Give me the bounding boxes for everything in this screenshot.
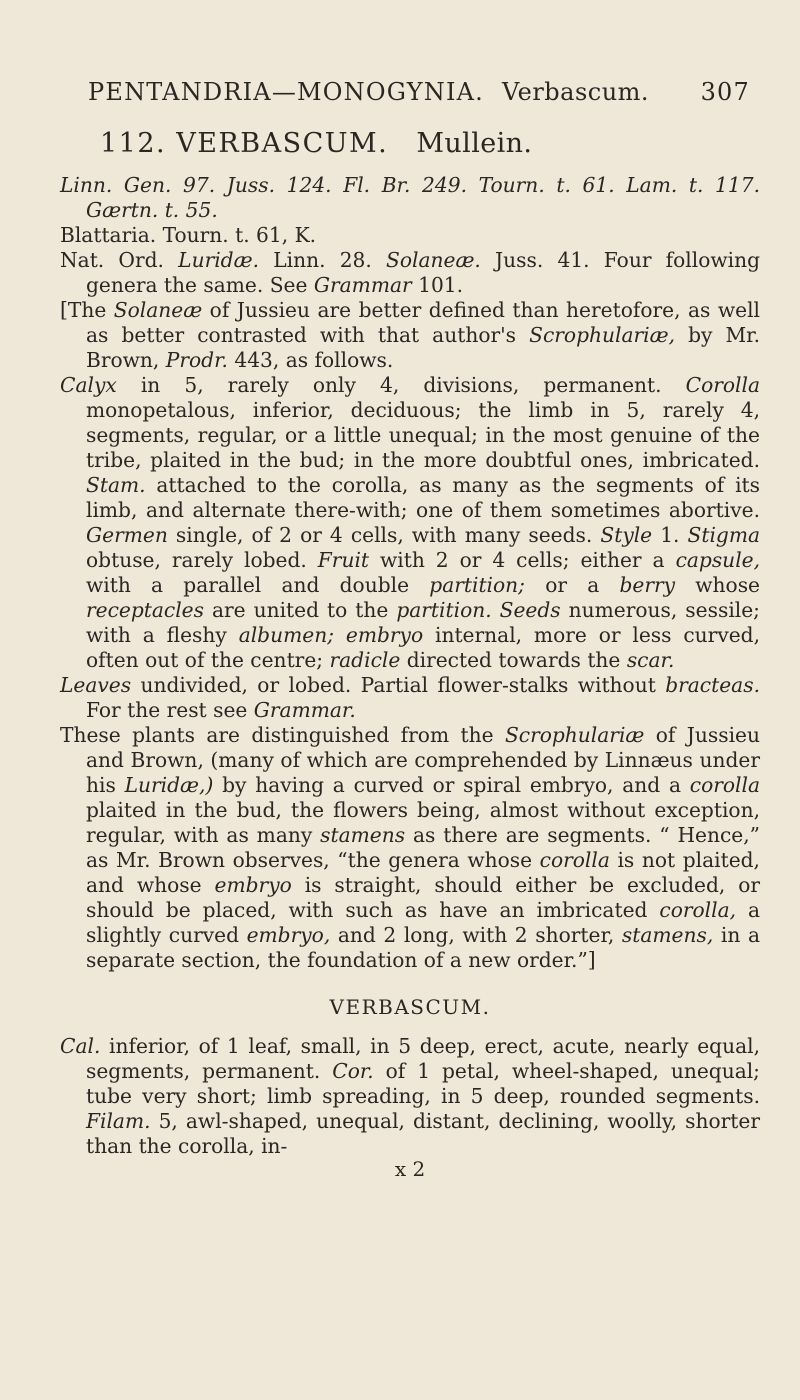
running-head-section: PENTANDRIA—MONOGYNIA. [88,78,484,106]
text-run: are united to the [211,598,389,622]
text-run: a slightly curved [86,898,761,947]
text-run: Fruit [317,548,370,572]
text-run: directed towards the [406,648,621,672]
text-run: 1. [660,523,680,547]
text-run: corolla, [659,898,737,922]
text-run: stamens, [621,923,714,947]
body-text [60,173,760,1182]
text-run: inferior, of 1 leaf, small, in 5 deep, erect, acute, nearly equal, segments, permanent. [86,1034,761,1083]
text-run: Nat. Ord. [60,248,164,272]
text-run: with a parallel and double [86,573,410,597]
text-run: Scrophulariæ, [529,323,675,347]
text-run: Stam. [86,473,146,497]
text-run: 101. [418,273,464,297]
text-run: corolla [689,773,761,797]
text-run: numerous, sessile; with a fleshy [86,598,760,647]
text-run: Corolla [685,373,760,397]
text-run: is straight, should either be excluded, or should be placed, with such as have an imbricated [86,873,761,922]
text-run: These plants are distinguished from the [60,723,494,747]
genus-number: 112. [100,128,167,159]
text-run: obtuse, rarely lobed. [86,548,307,572]
text-run: Scrophulariæ [504,723,645,747]
text-run: of 1 petal, wheel-shaped, unequal; tube very short; limb spreading, in 5 deep, rounded segments. [86,1059,760,1108]
solaneae-paragraph [60,298,760,373]
text-run: embryo [214,873,292,897]
text-run: Calyx [60,373,117,397]
signature-mark: x 2 [394,1157,426,1181]
text-run: Cal. [60,1034,101,1058]
characters-paragraph [60,1034,760,1159]
text-run: with 2 or 4 cells; either a [379,548,665,572]
text-run: whose [695,573,761,597]
text-run: in a separate section, the foundation of a new order.”] [86,923,760,972]
genus-heading [100,128,760,159]
text-run: embryo [345,623,424,647]
synonym-text: Blattaria. Tourn. t. 61, K. [60,223,317,247]
text-run: internal, more or less curved, often out of the centre; [86,623,761,672]
text-run: Luridæ,) [124,773,214,797]
text-run: Linn. 28. [273,248,372,272]
text-run: partition. [396,598,492,622]
text-run: single, of 2 or 4 cells, with many seeds. [175,523,593,547]
text-run: [The [60,298,107,322]
text-run: Solaneæ. [386,248,481,272]
text-run: Style [600,523,653,547]
text-run: Grammar [313,273,412,297]
text-run: corolla [539,848,610,872]
text-run: 443, as follows. [234,348,394,372]
text-run: Grammar. [253,698,356,722]
text-run: by having a curved or spiral embryo, and a [222,773,682,797]
running-head-genus: Verbascum. [501,78,650,106]
text-run: and 2 long, with 2 shorter, [337,923,615,947]
text-run: in 5, rarely only 4, divisions, permanent. [140,373,662,397]
distinction-paragraph [60,723,760,973]
text-run: attached to the corolla, as many as the segments of its limb, and alternate there-with; one of them sometimes abortive. [86,473,760,522]
text-run: stamens [320,823,406,847]
genus-name: VERBASCUM. [176,128,389,159]
text-run: Juss. 41. Four following genera the same. See [86,248,761,297]
synonym-paragraph [60,223,760,248]
text-run: undivided, or lobed. Partial flower-stalks without [140,673,656,697]
text-run: embryo, [246,923,331,947]
text-run: of Jussieu are better defined than heretofore, as well as better contrasted with that author's [86,298,760,347]
text-run: Filam. [86,1109,151,1133]
text-run: 5, awl-shaped, unequal, distant, declining, woolly, shorter than the corolla, in- [86,1109,760,1158]
text-run: Germen [86,523,168,547]
text-run: radicle [329,648,401,672]
text-run: Solaneæ [113,298,203,322]
references-paragraph: Linn. Gen. 97. Juss. 124. Fl. Br. 249. Tourn. t. 61. Lam. t. 117. Gærtn. t. 55. [60,173,760,222]
text-run: albumen; [238,623,334,647]
section-subheading: VERBASCUM. [329,995,491,1019]
text-run: capsule, [675,548,761,572]
page-number: 307 [700,78,750,106]
text-run: Prodr. [165,348,228,372]
text-run: as there are segments. “ Hence,” as Mr. Brown observes, “the genera whose [86,823,760,872]
common-name: Mullein. [416,128,533,159]
text-run: receptacles [86,598,204,622]
text-run: or a [545,573,600,597]
text-run: plaited in the bud, the flowers being, almost without exception, regular, with as many [86,798,760,847]
text-run: berry [619,573,676,597]
leaves-paragraph [60,673,760,723]
text-run: of Jussieu and Brown, (many of which are comprehended by Linnæus under his [86,723,761,797]
text-run: bracteas. [665,673,760,697]
text-run: Cor. [332,1059,374,1083]
text-run: Seeds [499,598,561,622]
text-run: partition; [429,573,525,597]
text-run: Stigma [687,523,761,547]
text-run: For the rest see [86,698,248,722]
text-run: scar. [626,648,675,672]
calyx-paragraph [60,373,760,673]
text-run: by Mr. Brown, [86,323,760,372]
natural-order-paragraph [60,248,760,298]
text-run: Luridæ. [178,248,260,272]
text-run: monopetalous, inferior, deciduous; the limb in 5, rarely 4, segments, regular, or a little unequal; in the most genuine of the tribe, plaited in the bud; in the more doubtful ones, imbricated. [86,398,760,472]
text-run: is not plaited, and whose [86,848,760,897]
running-head [88,78,750,106]
text-run: Leaves [60,673,132,697]
